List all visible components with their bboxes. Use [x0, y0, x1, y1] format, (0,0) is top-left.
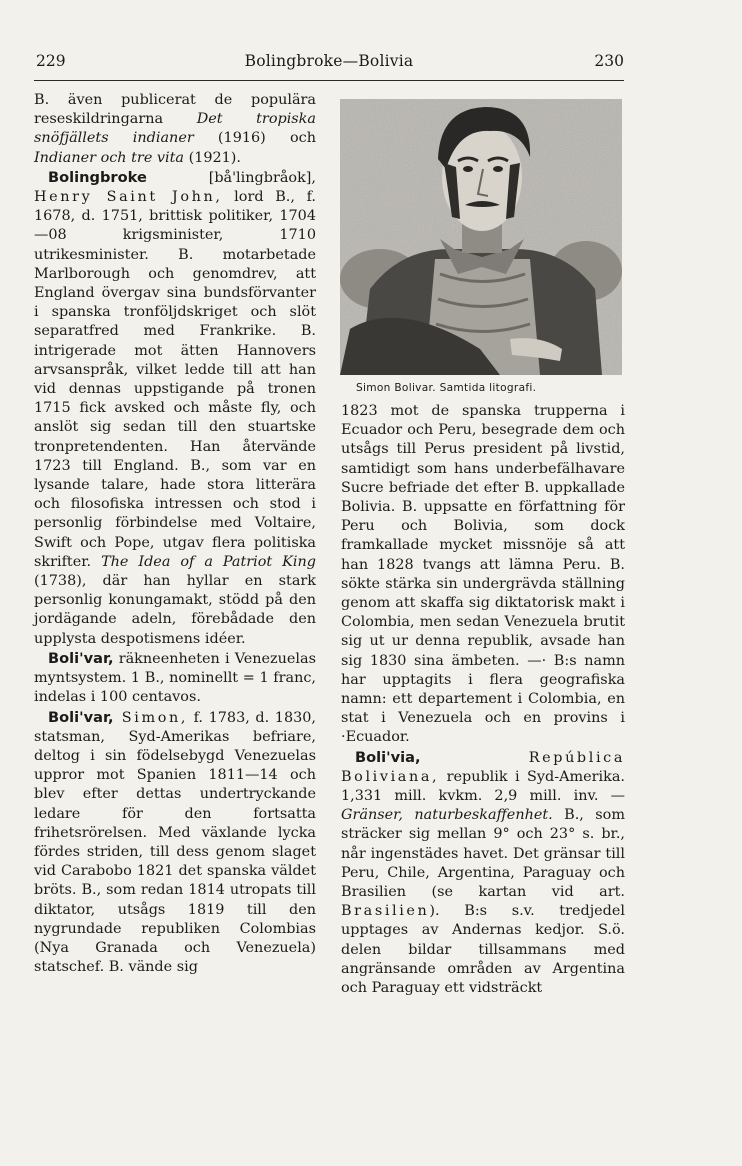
entry-text: (1738), där han hyllar en stark personlig konungamakt, stödd på den jordägande adeln, förebådade den upplysta despotismens idéer.	[34, 573, 316, 647]
entry-text: lord B., f. 1678, d. 1751, brittisk politiker, 1704—08 krigsminister, 1710 utrikesminister. B. motarbetade Marlborough och genomdrev, att England övergav sina bundsförvanter i spanska tronföljdskriget och slöt separatfred med Frankrike. B. intrigerade mot ätten Hannovers arvsanspråk, vilket ledde till att han vid dennas uppstigande på tronen 1715 fick avsked och måste fly, och anslöt sig sedan till den stuartske tronpretendenten. Han återvände 1723 till England. B., som var en lysande talare, hade stora litterära och filosofiska intressen och stod i personlig förbindelse med Voltaire, Swift och Pope, utgav flera politiska skrifter.	[34, 189, 316, 570]
right-column	[341, 402, 625, 998]
section-heading: Gränser, naturbeskaffenhet.	[341, 807, 553, 824]
cross-reference: Brasilien	[341, 903, 430, 920]
text-run: B. även publicerat de populära reseskildringarna	[34, 92, 316, 128]
entry-name: República Boliviana,	[341, 749, 625, 785]
entry-bolivar-continuation	[341, 402, 625, 748]
text-run: (1921).	[184, 149, 242, 166]
entry-continuation	[34, 91, 316, 168]
text-run: (1916) och	[193, 130, 316, 147]
entry-term: Boli'var,	[48, 649, 114, 667]
entry-bolivar-simon	[34, 708, 316, 978]
entry-bolivar-currency	[34, 649, 316, 708]
pronunciation: [bå'lingbråok],	[146, 169, 316, 186]
left-column	[34, 91, 316, 977]
entry-text: B., som sträcker sig mellan 9° och 23° s. br., når ingenstädes havet. Det gränsar till Peru, Chile, Argentina, Paraguay och Brasilien (se kartan vid art.	[341, 807, 625, 901]
entry-text: f. 1783, d. 1830, statsman, Syd-Amerikas befriare, deltog i sin födelsebygd Venezuelas uppror mot Spanien 1811—14 och blev efter dettas undertryckande ledare för den fortsatta frihetsrörelsen. Med växlande lycka fördes striden, till dess genom slaget vid Carabobo 1821 det spanska väldet bröts. B., som redan 1814 utropats till diktator, utsågs 1819 till den nygrundade republiken Colombias (Nya Granada och Venezuela) statschef. B. vände sig	[34, 709, 316, 976]
entry-name: Simon,	[113, 709, 189, 726]
entry-bolingbroke	[34, 168, 316, 649]
page-number-left: 229	[36, 52, 66, 70]
entry-term: Boli'var,	[48, 708, 114, 726]
entry-text: räkneenheten i Venezuelas myntsystem. 1 B., nominellt = 1 franc, indelas i 100 centavos.	[34, 650, 316, 706]
bolivar-portrait-icon	[340, 99, 622, 375]
portrait-figure	[338, 97, 626, 381]
entry-name: Henry Saint John,	[34, 189, 223, 206]
entry-text: republik i Syd-Amerika. 1,331 mill. kvkm. 2,9 mill. inv. —	[341, 768, 625, 805]
page-number-right: 230	[594, 52, 624, 70]
figure-caption: Simon Bolivar. Samtida litografi.	[356, 382, 537, 394]
entry-term: Bolingbroke	[48, 168, 147, 186]
entry-text: 1823 mot de spanska trupperna i Ecuador och Peru, besegrade dem och utsågs till Perus president på livstid, samtidigt som hans underbefälhavare Sucre befriade det efter B. uppkallade Bolivia. B. uppsatte en författning för Peru och Bolivia, som dock framkallade mycket missnöje så att han 1828 tvangs att lämna Peru. B. sökte stärka sin undergrävda ställning genom att skaffa sig diktatorisk makt i Colombia, men sedan Venezuela brutit sig ut ur denna republik, avsade han sig 1830 sina ämbeten. —· B:s namn har upptagits i flera geografiska namn: ett departement i Colombia, en stat i Venezuela och en provins i ·Ecuador.	[341, 403, 625, 746]
book-title: Indianer och tre vita	[34, 149, 184, 166]
page-header	[34, 52, 624, 76]
entry-text: ). B:s s.v. tredjedel upptages av Andernas kedjor. S.ö. delen bildar tillsammans med angränsande områden av Argentina och Paraguay ett vidsträckt	[341, 903, 625, 997]
entry-bolivia	[341, 748, 625, 999]
running-headwords: Bolingbroke—Bolivia	[244, 52, 414, 70]
header-rule	[34, 80, 624, 81]
entry-term: Boli'via,	[355, 748, 421, 766]
book-title: Det tropiska snöfjällets indianer	[34, 111, 316, 147]
book-title: The Idea of a Patriot King	[101, 553, 316, 570]
